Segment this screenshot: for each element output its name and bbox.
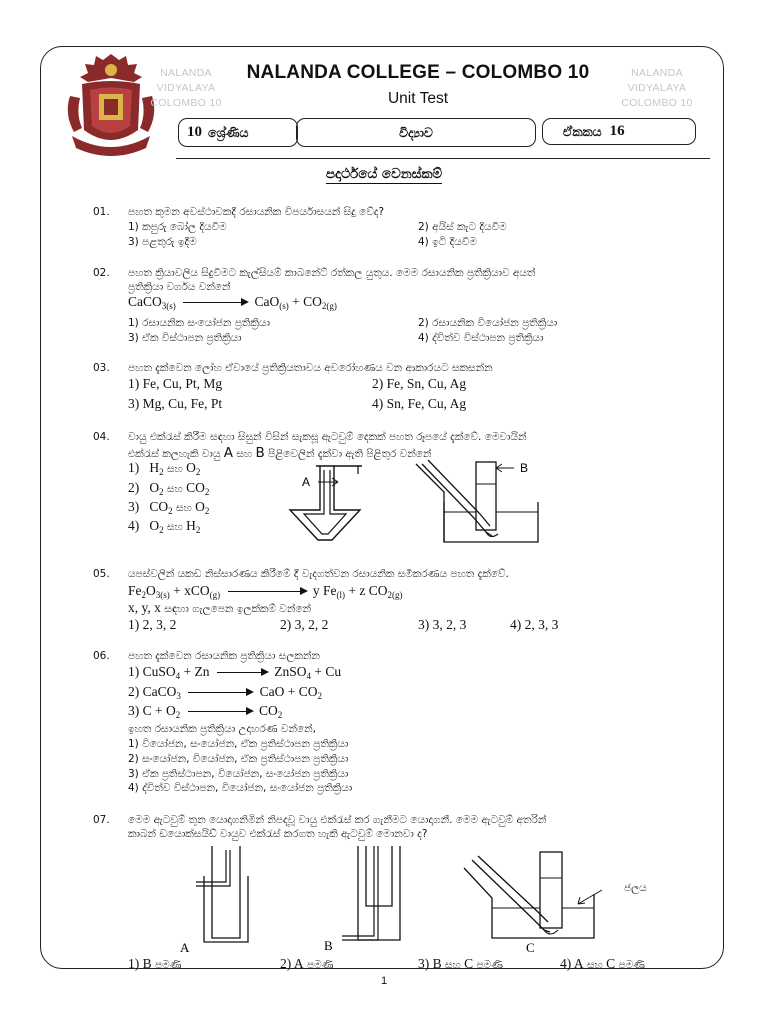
q06-number: 06. [93, 650, 110, 662]
q07-option-4: 4) A සහ C පමණි [560, 956, 645, 971]
q06-stem-line2: ඉහත රසායනික ප්‍රතික්‍රියා උදාහරණ වන්නේ, [128, 723, 316, 735]
q05-equation: $Fe_2O_{3(s)} + xCO_{(g)}$ y $Fe_{(l)} + z$ $CO_{2(g)}$ [128, 583, 403, 600]
q05-option-4: 4) 2, 3, 3 [510, 617, 559, 632]
q03-stem: පහත දැක්වෙන ලෝහ ඒවායේ ප්‍රතික්‍රියතාවය අවරෝහණය වන ආකාරයට සකසන්න [128, 362, 493, 374]
watermark-left: NALANDA VIDYALAYA COLOMBO 10 [150, 67, 222, 109]
reaction-arrow [228, 591, 306, 592]
q05-stem-line1: යපස්වලින් යකඩ නිස්සාරණය කිරීමේ දී වැදගත්වන රසායනික සමීකරණය පහත දැක්වේ. [128, 568, 509, 580]
q05-number: 05. [93, 568, 110, 580]
q04-label-b: B [520, 461, 529, 475]
q04-number: 04. [93, 431, 110, 443]
unit-word: ඒකකය [563, 123, 602, 139]
q04-apparatus-a [280, 462, 370, 544]
q06-option-1: 1) වියෝජන, සංයෝජන, ඒක ප්‍රතිස්ථාපන ප්‍රතික්‍රියා [128, 738, 349, 750]
q05-option-1: 1) 2, 3, 2 [128, 617, 177, 632]
q07-label-b: B [324, 938, 333, 953]
q01-number: 01. [93, 206, 110, 218]
q06-reaction-3: 3) $C + O_2$ $CO_2$ [128, 703, 283, 720]
q06-option-4: 4) ද්විත්ව විස්ථාපන, වියෝජන, සංයෝජන ප්‍රතික්‍රියා [128, 782, 353, 794]
q07-option-3: 3) B සහ C පමණි [418, 956, 503, 971]
q05-option-3: 3) 3, 2, 3 [418, 617, 467, 632]
q06-reaction-1: 1) CuSO$_4$ + Zn ZnSO$_4$ + Cu [128, 664, 342, 681]
q04-option-4: 4) $O_2$ සහ $H_2$ [128, 518, 201, 535]
subject-box [296, 118, 536, 147]
grade-box [178, 118, 298, 147]
lesson-title: පදාර්ථයේ වෙනස්කම් [325, 166, 443, 182]
grade-word: ශ්‍රේණිය [208, 124, 249, 140]
q02-option-2: 2) රසායනික වියෝජන ප්‍රතික්‍රියා [418, 317, 558, 329]
q06-reaction-2: 2) CaCO$_3$ CaO + $CO_2$ [128, 684, 322, 701]
reaction-arrow [217, 672, 267, 673]
q02-stem-line2: ප්‍රතික්‍රියා වර්ගය වන්නේ [128, 281, 231, 293]
q03-option-1: 1) Fe, Cu, Pt, Mg [128, 376, 223, 391]
q05-stem-line2: x, y, x සඳහා ගැලපෙන ඉලක්කම් වන්නේ [128, 600, 312, 615]
subject-name: විද්‍යාව [399, 124, 433, 140]
reaction-arrow [188, 692, 252, 693]
q02-equation: CaCO$_{3(s)}$ $CaO_{(s)} + CO_{2(g)}$ [128, 294, 337, 311]
q06-option-2: 2) සංයෝජන, වියෝජන, ඒක ප්‍රතිස්ථාපන ප්‍රතික්‍රියා [128, 753, 349, 765]
q04-option-3: 3) $CO_2$ සහ $O_2$ [128, 499, 210, 516]
q02-option-3: 3) ඒක විස්ථාපන ප්‍රතික්‍රියා [128, 332, 242, 344]
unit-test-label: Unit Test [387, 90, 449, 107]
q07-option-2: 2) A පමණි [280, 956, 334, 971]
q04-label-a: A [302, 475, 311, 489]
q07-number: 07. [93, 814, 110, 826]
q03-option-4: 4) Sn, Fe, Cu, Ag [372, 396, 467, 411]
q01-option-1: 1) කපුරු බෝල දියවීම [128, 221, 227, 233]
unit-number: 16 [609, 123, 625, 139]
reaction-arrow [188, 711, 252, 712]
q07-option-1: 1) B පමණි [128, 956, 182, 971]
q06-stem: පහත දැක්වෙන රසායනික ප්‍රතික්‍රියා සලකන්න [128, 650, 320, 662]
q07-apparatus-c [462, 846, 662, 958]
school-name: NALANDA COLLEGE – COLOMBO 10 [246, 62, 590, 83]
q06-option-3: 3) ඒක ප්‍රතිස්ථාපන, වියෝජන, සංයෝජන ප්‍රතික්‍රියා [128, 768, 349, 780]
q05-option-2: 2) 3, 2, 2 [280, 617, 329, 632]
header-rule [176, 158, 710, 159]
q02-option-4: 4) ද්විත්ව විස්ථාපන ප්‍රතික්‍රියා [418, 332, 544, 344]
reaction-arrow [183, 302, 247, 303]
q07-label-c: C [526, 940, 535, 955]
watermark-right: NALANDA VIDYALAYA COLOMBO 10 [621, 67, 693, 109]
q07-water-label: ජලය [624, 882, 647, 894]
q07-stem-line1: මෙම ඇටවුම් තුන යොදාගනිමින් නිපදවූ වායු එක්රැස් කර ගැනීමට යොදාගනී. මෙම ඇටවුම් අතරින් [128, 814, 547, 826]
q04-stem-line1: වායු එක්රැස් කිරීම සඳහා සිසුන් විසින් සැකසූ ඇටවුම් දෙකක් පහත රූපයේ දැක්වේ. මෙවායින් [128, 431, 527, 443]
q03-number: 03. [93, 362, 110, 374]
page-number: 1 [380, 975, 388, 987]
q02-option-1: 1) රසායනික සංයෝජන ප්‍රතික්‍රියා [128, 317, 270, 329]
q01-option-4: 4) ඉටි දියවීම [418, 236, 477, 248]
q07-apparatus-a [180, 846, 266, 956]
q04-apparatus-b [414, 456, 554, 548]
q07-stem-line2: කාබන් ඩයොක්සයිඩ් වායුව එක්රැස් කරගත හැකි ඇටවුම් මොනවා ද? [128, 828, 428, 840]
q01-stem: පහත කුමන අවස්ථාවකදී රසායනික විපර්යාසයන් සිදු වේද? [128, 206, 385, 218]
q01-option-3: 3) පළතුරු ඉදීම [128, 236, 197, 248]
q03-option-2: 2) Fe, Sn, Cu, Ag [372, 376, 467, 391]
q07-label-a: A [180, 940, 190, 955]
q04-option-1: 1) $H_2$ සහ $O_2$ [128, 460, 201, 477]
q04-option-2: 2) $O_2$ සහ $CO_2$ [128, 480, 210, 497]
q02-number: 02. [93, 267, 110, 279]
unit-box [542, 118, 696, 145]
q01-option-2: 2) අයිස් කැට දියවීම [418, 221, 507, 233]
q07-apparatus-b [324, 846, 408, 956]
q02-stem-line1: පහත ක්‍රියාවලිය සිදුවීමට කැල්සියම් කාබනේට් රත්කල යුතුය. මෙම රසායනික ප්‍රතික්‍රියාව අයත් [128, 267, 536, 279]
q03-option-3: 3) Mg, Cu, Fe, Pt [128, 396, 223, 411]
q04-stem-line2: එක්රැස් කලහැකි වායු A සහ B පිළිවෙලින් දැක්වා ඇති පිළිතුර වන්නේ [128, 445, 432, 461]
grade-number: 10 [187, 124, 202, 140]
